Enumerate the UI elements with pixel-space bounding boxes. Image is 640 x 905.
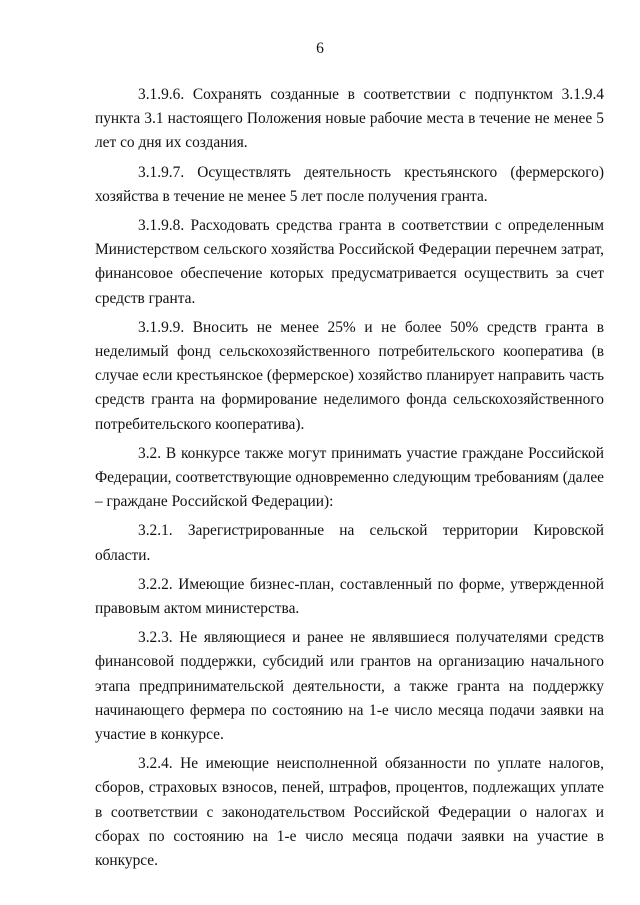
- paragraph-3-1-9-8: 3.1.9.8. Расходовать средства гранта в соответствии с определенным Министерством сельского хозяйства Российской Федерации перечнем затрат, финансовое обеспечение которых предусматривается осуществить за счет средств гранта.: [95, 217, 604, 307]
- page-number: 6: [316, 40, 324, 57]
- paragraph-3-2: 3.2. В конкурсе также могут принимать участие граждане Российской Федерации, соответствующие одновременно следующим требованиям (далее – граждане Российской Федерации):: [95, 444, 604, 511]
- paragraph-3-2-1: 3.2.1. Зарегистрированные на сельской территории Кировской области.: [95, 522, 604, 564]
- paragraph-3-2-2: 3.2.2. Имеющие бизнес-план, составленный по форме, утвержденной правовым актом министерства.: [95, 575, 604, 618]
- paragraph-3-1-9-6: 3.1.9.6. Сохранять созданные в соответствии с подпунктом 3.1.9.4 пункта 3.1 настоящего Положения новые рабочие места в течение не менее 5 лет со дня их создания.: [95, 86, 604, 152]
- paragraph-3-1-9-9: 3.1.9.9. Вносить не менее 25% и не более 50% средств гранта в неделимый фонд сельскохозяйственного потребительского кооператива (в случае если крестьянское (фермерское) хозяйство планирует направить часть средств гранта на формирование неделимого фонда сельскохозяйственного потребительского кооператива).: [95, 318, 604, 433]
- paragraph-3-1-9-7: 3.1.9.7. Осуществлять деятельность крестьянского (фермерского) хозяйства в течение не менее 5 лет после получения гранта.: [95, 163, 604, 205]
- paragraph-3-2-4: 3.2.4. Не имеющие неисполненной обязанности по уплате налогов, сборов, страховых взносов, пеней, штрафов, процентов, подлежащих уплате в соответствии с законодательством Российской Федерации о налогах и сборах по состоянию на 1-е число месяца подачи заявки на участие в конкурсе.: [95, 755, 604, 870]
- document-body: [95, 83, 604, 878]
- paragraph-3-2-3: 3.2.3. Не являющиеся и ранее не являвшиеся получателями средств финансовой поддержки, субсидий или грантов на организацию начального этапа предпринимательской деятельности, а также гранта на поддержку начинающего фермера по состоянию на 1-е число месяца подачи заявки на участие в конкурсе.: [95, 629, 604, 744]
